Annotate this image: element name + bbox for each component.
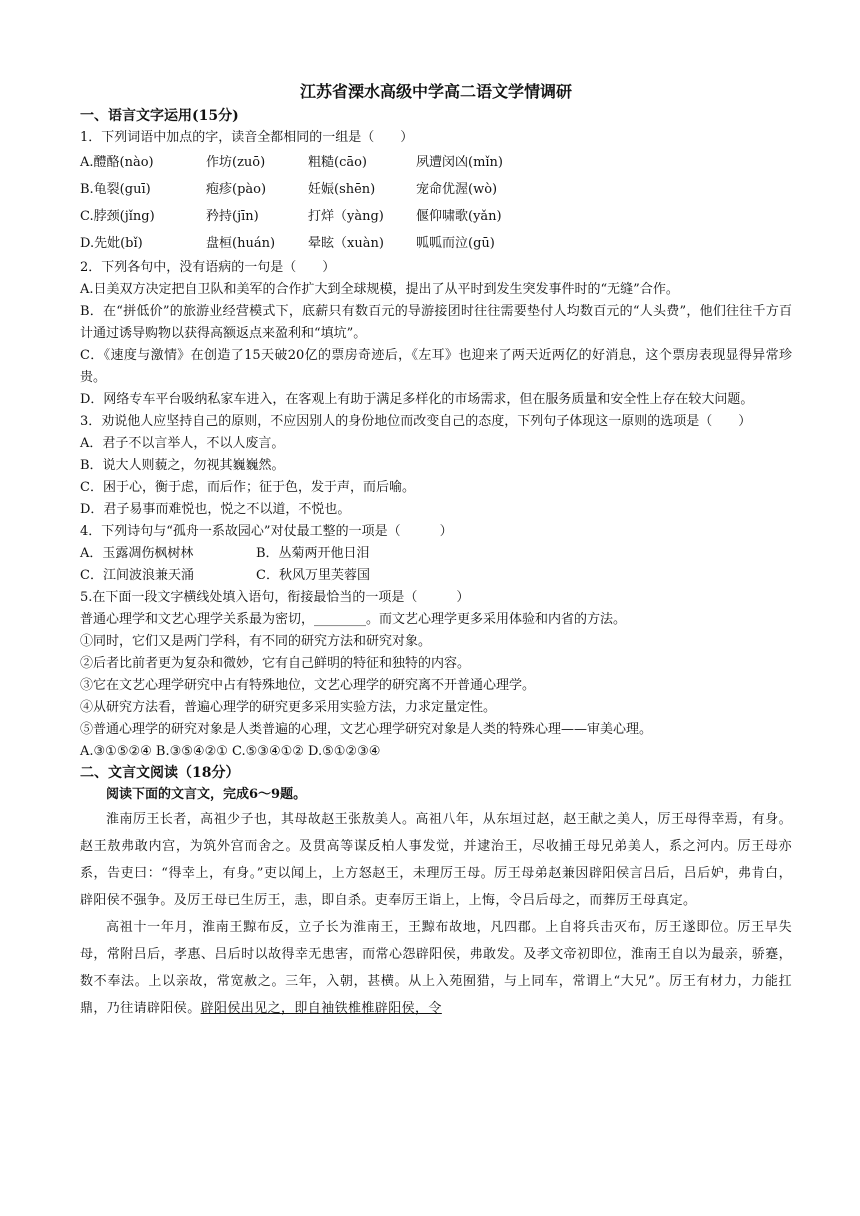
q1-c-2: 矜持(jīn) — [206, 209, 259, 224]
q5-answers: A.③①⑤②④ B.③⑤④②① C.⑤③④①② D.⑤①②③④ — [80, 744, 381, 759]
q1-d-4: 呱呱而泣(gū) — [416, 236, 495, 251]
q5-item: ③它在文艺心理学研究中占有特殊地位，文艺心理学的研究离不开普通心理学。 — [80, 678, 536, 693]
underlined-sentence: 辟阳侯出见之，即自袖铁椎椎辟阳侯，令 — [200, 1001, 442, 1016]
q2-stem: 2．下列各句中，没有语病的一句是（ ） — [80, 260, 336, 275]
q4-row-cd — [80, 565, 792, 587]
q3-stem: 3．劝说他人应坚持自己的原则，不应因别人的身份地位而改变自己的态度，下列句子体现这一原则的选项是（ ） — [80, 414, 752, 429]
document-page — [80, 80, 792, 1022]
q1-a-3: 粗糙(cāo) — [308, 155, 368, 170]
q2-option-a: A.日美双方决定把自卫队和美军的合作扩大到全球规模，提出了从平时到发生突发事件时的“无缝”合作。 — [80, 282, 679, 297]
section2-instruction: 阅读下面的文言文，完成6～9题。 — [106, 787, 307, 802]
q1-d-1: D.先妣(bǐ) — [80, 236, 143, 251]
q1-option-row-d — [80, 230, 792, 257]
q4-option-d: C．秋风万里芙蓉国 — [256, 568, 370, 583]
classical-text-paragraph-1: 淮南厉王长者，高祖少子也，其母故赵王张敖美人。高祖八年，从东垣过赵，赵王献之美人，厉王母得幸焉，有身。赵王敖弗敢内宫，为筑外宫而舍之。及贯高等谋反柏人事发觉，并逮治王，尽收捕王母兄弟美人，系之河内。厉王母亦系，告吏曰：“得幸上，有身。”吏以闻上，上方怒赵王，未理厉王母。厉王母弟赵兼因辟阳侯言吕后，吕后妒，弗肯白，辟阳侯不强争。及厉王母已生厉王，恚，即自杀。吏奉厉王诣上，上悔，令吕后母之，而葬厉王母真定。 — [80, 812, 792, 908]
q5-item: ①同时，它们又是两门学科，有不同的研究方法和研究对象。 — [80, 634, 432, 649]
classical-text-paragraph-2 — [80, 914, 792, 1022]
q1-a-4: 夙遭闵凶(mǐn) — [416, 155, 504, 170]
q1-option-row-c — [80, 203, 792, 230]
q4-option-a: A．玉露凋伤枫树林 — [80, 546, 194, 561]
q1-option-row-a — [80, 149, 792, 176]
q4-stem: 4．下列诗句与“孤舟一系故园心”对仗最工整的一项是（ ） — [80, 524, 453, 539]
q1-c-1: C.脖颈(jǐng) — [80, 209, 155, 224]
q5-stem: 5.在下面一段文字横线处填入语句，衔接最恰当的一项是（ ） — [80, 590, 470, 605]
q2-option-d: D．网络专车平台吸纳私家车进入，在客观上有助于满足多样化的市场需求，但在服务质量和安全性上存在较大问题。 — [80, 392, 754, 407]
q1-b-4: 宠命优渥(wò) — [416, 182, 498, 197]
q4-option-b: B．丛菊两开他日泪 — [256, 546, 370, 561]
q1-option-row-b — [80, 176, 792, 203]
q1-b-2: 疱疹(pào) — [206, 182, 267, 197]
q1-b-1: B.龟裂(guī) — [80, 182, 151, 197]
q4-option-c: C．江间波浪兼天涌 — [80, 568, 194, 583]
section1-heading: 一、语言文字运用(15分) — [80, 108, 239, 124]
q3-option-d: D．君子易事而难悦也，悦之不以道，不悦也。 — [80, 502, 351, 517]
q1-d-2: 盘桓(huán) — [206, 236, 276, 251]
q1-d-3: 晕眩（xuàn) — [308, 236, 384, 251]
q1-b-3: 妊娠(shēn) — [308, 182, 376, 197]
q5-item: ④从研究方法看，普遍心理学的研究更多采用实验方法，力求定量定性。 — [80, 700, 497, 715]
q1-stem: 1．下列词语中加点的字，读音全都相同的一组是（ ） — [80, 130, 414, 145]
q2-option-c: C．《速度与激情》在创造了15天破20亿的票房奇迹后，《左耳》也迎来了两天近两亿的好消息，这个票房表现显得异常珍贵。 — [80, 348, 792, 385]
q4-row-ab — [80, 543, 792, 565]
q1-c-4: 偃仰啸歌(yǎn) — [416, 209, 502, 224]
q1-a-1: A.醴酪(nào) — [80, 155, 154, 170]
q3-option-c: C．困于心，衡于虑，而后作；征于色，发于声，而后喻。 — [80, 480, 415, 495]
q5-item: ②后者比前者更为复杂和微妙，它有自己鲜明的特征和独特的内容。 — [80, 656, 471, 671]
q3-option-b: B．说大人则藐之，勿视其巍巍然。 — [80, 458, 285, 473]
q5-lead: 普通心理学和文艺心理学关系最为密切，________。而文艺心理学更多采用体验和内省的方法。 — [80, 612, 627, 627]
q3-option-a: A．君子不以言举人，不以人废言。 — [80, 436, 285, 451]
section2-heading: 二、文言文阅读（18分） — [80, 765, 240, 781]
q1-a-2: 作坊(zuō) — [206, 155, 266, 170]
q5-item: ⑤普通心理学的研究对象是人类普遍的心理，文艺心理学研究对象是人类的特殊心理——审美心理。 — [80, 722, 653, 737]
document-title: 江苏省溧水高级中学高二语文学情调研 — [299, 82, 572, 101]
q1-c-3: 打烊（yàng) — [308, 209, 384, 224]
paragraph-2-text: 高祖十一年月，淮南王黥布反，立子长为淮南王，王黥布故地，凡四郡。上自将兵击灭布，厉王遂即位。厉王早失母，常附吕后，孝惠、吕后时以故得幸无患害，而常心怨辟阳侯，弗敢发。及孝文帝初即位，淮南王自以为最亲，骄蹇，数不奉法。上以亲故，常宽赦之。三年，入朝，甚横。从上入苑囿猎，与上同车，常谓上“大兄”。厉王有材力，力能扛鼎，乃往请辟阳侯。 — [80, 920, 792, 1016]
q2-option-b: B．在“拼低价”的旅游业经营模式下，底薪只有数百元的导游接团时往往需要垫付人均数百元的“人头费”，他们往往千方百计通过诱导购物以获得高额返点来盈利和“填坑”。 — [80, 304, 792, 341]
